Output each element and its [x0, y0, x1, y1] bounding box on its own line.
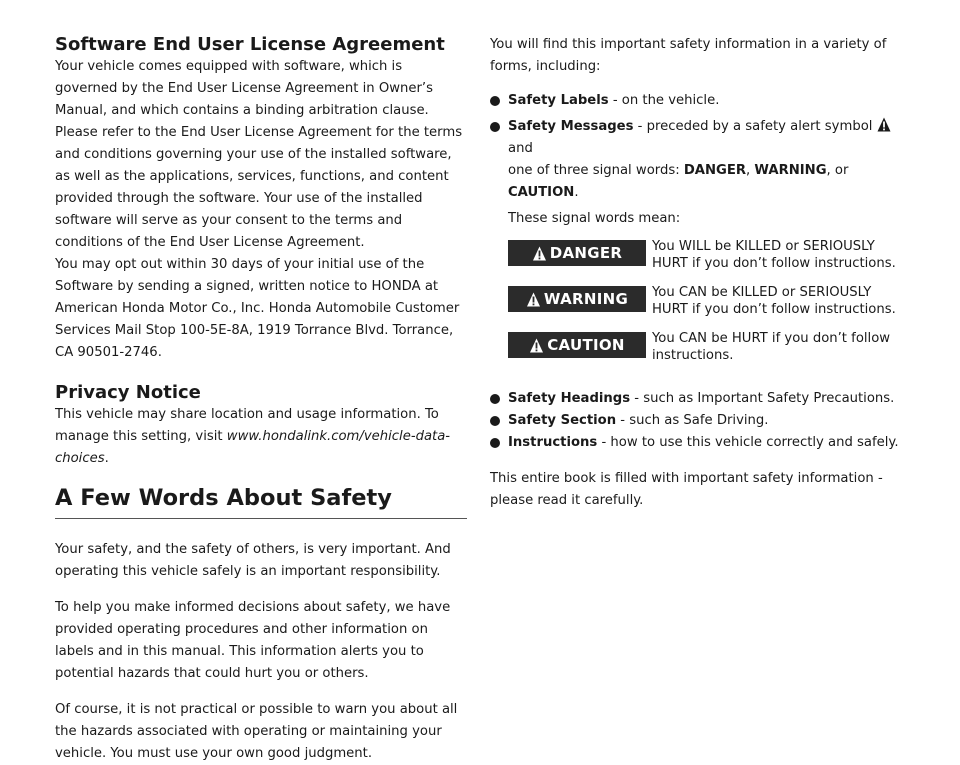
- caution-badge: [508, 332, 646, 358]
- instructions-label: Instructions: [508, 435, 598, 450]
- intro-text: You will find this important safety information in a variety of forms, including:: [490, 37, 887, 74]
- safety-paragraph-3: Of course, it is not practical or possible to warn you about all the hazards associated with operating or maintaining your vehicle. You must use your own good judgment.: [55, 702, 458, 761]
- safety-section-text: - such as Safe Driving.: [616, 413, 769, 428]
- signal-row-caution: [508, 330, 908, 376]
- safety-paragraph-2: To help you make informed decisions about safety, we have provided operating procedures and other information on labels and in this manual. This information alerts you to potential hazards that could hurt you or others.: [55, 600, 451, 681]
- signal-sep-1: ,: [746, 163, 755, 178]
- warning-description: You CAN be KILLED or SERIOUSLY HURT if you don’t follow instructions.: [652, 285, 896, 317]
- signal-words-mean: These signal words mean:: [508, 211, 681, 226]
- safety-forms-list: [490, 90, 908, 230]
- signal-words-end: .: [574, 185, 579, 200]
- safety-section-label: Safety Section: [508, 413, 617, 428]
- safety-messages-text-2: and: [508, 141, 533, 156]
- safety-labels-label: Safety Labels: [508, 93, 609, 108]
- license-paragraph-2: You may opt out within 30 days of your initial use of the Software by sending a signed, written notice to HONDA at American Honda Motor Co., Inc. Honda Automobile Customer Services Mail Stop 100-5E-8A, 1919 Torrance Blvd. Torrance, CA 90501-2746.: [55, 257, 460, 360]
- safety-headings-text: - such as Important Safety Precautions.: [630, 391, 895, 406]
- safety-forms-list-continued: [490, 388, 908, 454]
- safety-alert-icon: [526, 292, 541, 307]
- signal-row-danger: [508, 238, 908, 284]
- safety-alert-icon: [877, 117, 891, 132]
- signal-word-warning: WARNING: [754, 163, 827, 178]
- safety-messages-text-1: - preceded by a safety alert symbol: [633, 119, 873, 134]
- safety-alert-icon: [529, 338, 544, 353]
- right-column: [490, 34, 908, 512]
- left-column: [55, 34, 467, 765]
- danger-description: You WILL be KILLED or SERIOUSLY HURT if you don’t follow instructions.: [652, 239, 896, 271]
- safety-messages-label: Safety Messages: [508, 119, 634, 134]
- safety-paragraph-1: Your safety, and the safety of others, is very important. And operating this vehicle safely is an important responsibility.: [55, 542, 451, 579]
- privacy-body: This vehicle may share location and usage information. To manage this setting, visit: [55, 407, 439, 444]
- license-title: Software End User License Agreement: [55, 34, 445, 55]
- list-item-instructions: [490, 432, 908, 454]
- signal-sep-2: , or: [826, 163, 849, 178]
- bullet-dot-icon: [490, 96, 500, 106]
- bullet-dot-icon: [490, 416, 500, 426]
- signal-word-caution: CAUTION: [508, 185, 575, 200]
- signal-row-warning: [508, 284, 908, 330]
- list-item-safety-headings: [490, 388, 908, 410]
- signal-word-table: [490, 238, 908, 376]
- privacy-text: [55, 404, 467, 470]
- list-item-safety-messages: [490, 116, 908, 230]
- privacy-title: Privacy Notice: [55, 382, 201, 403]
- privacy-end: .: [104, 451, 109, 466]
- safety-headings-label: Safety Headings: [508, 391, 631, 406]
- bullet-dot-icon: [490, 394, 500, 404]
- list-item-safety-section: [490, 410, 908, 432]
- bullet-dot-icon: [490, 122, 500, 132]
- warning-badge-label: WARNING: [543, 290, 629, 308]
- warning-badge: [508, 286, 646, 312]
- signal-word-danger: DANGER: [683, 163, 747, 178]
- caution-badge-label: CAUTION: [547, 336, 625, 354]
- closing-text: This entire book is filled with important safety information - please read it carefully.: [490, 471, 883, 508]
- signal-words-intro: one of three signal words:: [508, 163, 684, 178]
- license-paragraph-1: Your vehicle comes equipped with software, which is governed by the End User License Agreement in Owner’s Manual, and which contains a binding arbitration clause. Please refer to the End User License Agreement for the terms and conditions governing your use of the installed software, as well as the applications, services, functions, and content provided through the software. Your use of the installed software will serve as your consent to the terms and conditions of the End User License Agreement.: [55, 59, 463, 250]
- list-item-safety-labels: [490, 90, 908, 112]
- instructions-text: - how to use this vehicle correctly and safely.: [597, 435, 899, 450]
- danger-badge-label: DANGER: [549, 244, 623, 262]
- danger-badge: [508, 240, 646, 266]
- safety-alert-icon: [532, 246, 547, 261]
- safety-title: A Few Words About Safety: [55, 484, 467, 519]
- safety-labels-text: - on the vehicle.: [608, 93, 720, 108]
- bullet-dot-icon: [490, 438, 500, 448]
- caution-description: You CAN be HURT if you don’t follow instructions.: [652, 331, 891, 363]
- privacy-url: www.hondalink.com/vehicle-data-choices: [55, 429, 451, 466]
